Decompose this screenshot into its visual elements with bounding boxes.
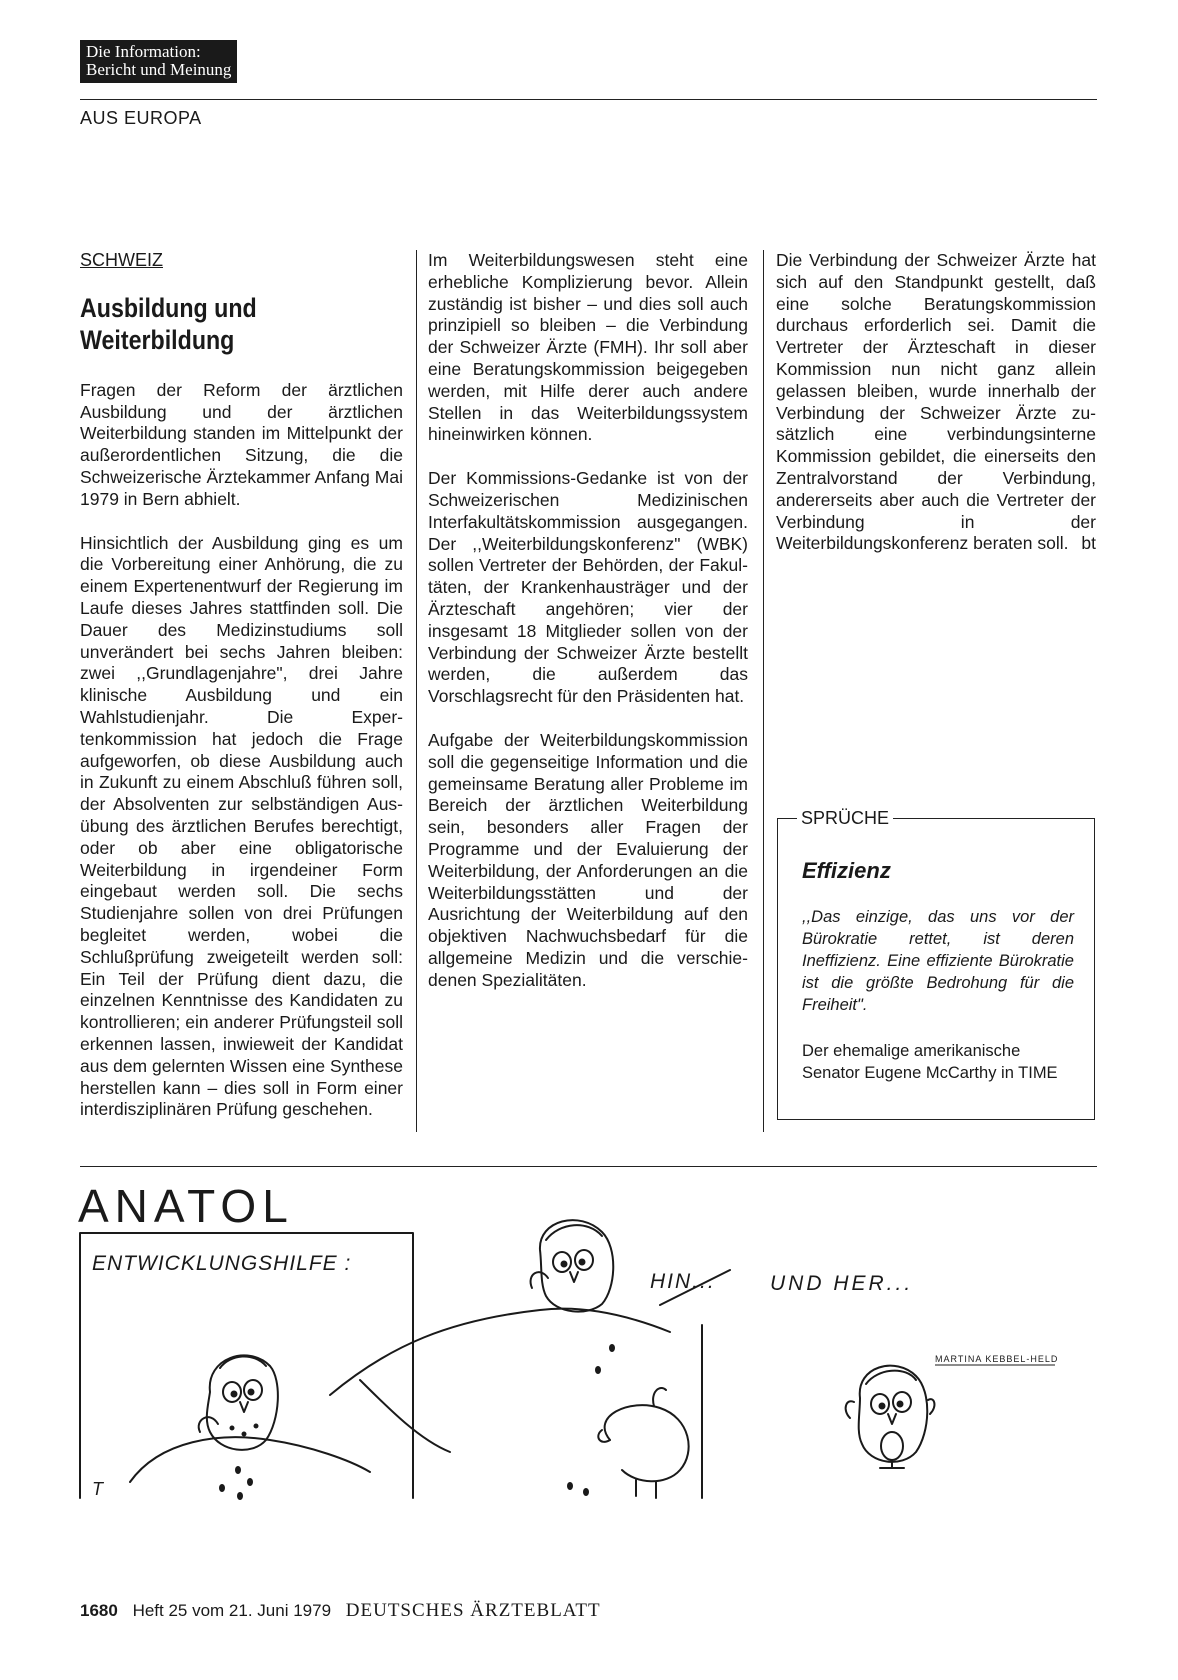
section-label [80, 40, 237, 83]
panel-3-caption: UND HER... [770, 1272, 914, 1295]
owl-figure-3 [846, 1366, 935, 1468]
comic-panel-1 [80, 1233, 413, 1500]
article-paragraph-6 [776, 250, 1096, 555]
article-column-1 [80, 250, 403, 1143]
comic-panel-3 [702, 1272, 934, 1498]
comic-title: ANATOL [78, 1180, 294, 1232]
quote-source: Der ehemalige amerikanische Senator Eugene McCarthy in TIME [802, 1042, 1058, 1082]
article-headline-line1: Ausbildung und [80, 292, 257, 323]
artist-initials: T [92, 1479, 103, 1499]
panel-2-caption: HIN... [650, 1270, 716, 1293]
article-headline [80, 292, 358, 356]
section-label-line1: Die Information: [86, 42, 201, 61]
article-paragraph-1: Fragen der Reform der ärztlichen Ausbildung und der ärztlichen Weiterbildung standen im Mittelpunkt der außerordentlichen Sitzung, die die Schweizerische Ärztekammer Anfang Mai 1979 in Bern abhielt. [80, 379, 403, 509]
article-column-2 [428, 250, 748, 1014]
chicken-figure [598, 1388, 688, 1498]
section-title: AUS EUROPA [80, 108, 202, 128]
header-rule [80, 99, 1097, 100]
column-divider-1 [416, 250, 417, 1132]
article-paragraph-4: Der Kommissions-Gedanke ist von der Schweizerischen Medizinischen Interfakultätskommission ausgegangen. Der ,,Weiterbildungskonferenz" (WBK) sollen Vertreter der Behörden, der Fakultäten, der Krankenhausträger und der Ärzteschaft angehören; vier der insgesamt 18 Mitglieder sollen von der Verbindung der Schweizer Ärzte bestellt werden, die außerdem das Vorschlagsrecht für den Präsidenten hat. [428, 468, 748, 707]
article-paragraph-3: Im Weiterbildungswesen steht eine erhebliche Komplizierung bevor. Allein zuständig ist bisher – und dies soll auch prinzipiell so bleiben – die Verbindung der Schweizer Ärzte (FMH). Ihr soll aber eine Beratungskommission beigegeben werden, mit Hilfe derer auch andere Stellen in das Weiterbildungssystem hineinwirken können. [428, 250, 748, 445]
comic-panel-2 [330, 1220, 730, 1498]
journal-name: DEUTSCHES ÄRZTEBLATT [345, 1600, 601, 1621]
owl-figure-1 [199, 1355, 278, 1449]
comic-rule [80, 1166, 1097, 1167]
page-number: 1680 [80, 1601, 118, 1620]
column-divider-2 [763, 250, 764, 1132]
article-paragraph-2: Hinsichtlich der Ausbildung ging es um die Vorbereitung einer Anhörung, die zu einem Expertenentwurf der Regierung im Laufe dieses Jahres stattfinden soll. Die Dauer des Medizinstudiums soll unverändert bei sechs Jahren bleiben: zwei ,,Grundlagenjahre", drei Jahre klinische Ausbildung und ein Wahlstudienjahr. Die Expertenkommission hat jedoch die Frage aufgeworfen, ob diese Ausbildung auch in Zukunft zu einem Abschluß führen soll, der Absolventen zur selbständigen Ausübung des ärztlichen Berufes berechtigt, oder ob aber eine obligatorische Weiterbildung in irgendeiner Form eingebaut werden soll. Die sechs Studienjahre sollen von drei Prüfungen begleitet werden, wobei die Schlußprüfung zweigeteilt werden soll: Ein Teil der Prüfung dient dazu, die einzelnen Kenntnisse des Kandidaten zu kontrollieren; ein anderer Prüfungsteil soll erkennen lassen, inwieweit der Kandidat aus dem gelernten Wissen eine Synthese herstellen kann – dies soll in Form einer interdisziplinären Prüfung geschehen. [80, 532, 403, 1120]
quote-title: Effizienz [802, 858, 891, 883]
owl-figure-2 [531, 1220, 614, 1311]
artist-name: MARTINA KEBBEL-HELD [935, 1354, 1059, 1364]
seeds-2 [567, 1344, 615, 1496]
section-label-line2: Bericht und Meinung [86, 60, 232, 79]
artist-credit [935, 1350, 1075, 1368]
branch-1 [130, 1437, 370, 1482]
branch-2 [330, 1309, 670, 1395]
article-column-3 [776, 250, 1096, 577]
article-signature: bt [1081, 533, 1096, 554]
quote-text: ,,Das einzige, das uns vor der Bürokratie rettet, ist deren Ineffizienz. Eine effiziente Bürokratie ist die größte Bedrohung für die Freiheit". [802, 908, 1074, 1014]
page-footer [80, 1600, 601, 1622]
issue-info: Heft 25 vom 21. Juni 1979 [132, 1601, 332, 1620]
seeds-1 [219, 1466, 253, 1500]
article-headline-line2: Weiterbildung [80, 324, 235, 355]
quote-tag: SPRÜCHE [797, 808, 893, 829]
article-paragraph-5: Aufgabe der Weiterbildungskommission soll die gegenseitige Information und die gemeinsame Beratung aller Probleme im Bereich der ärztlichen Weiterbildung sein, besonders aller Fragen der Programme und der Evaluierung der Weiterbildung, der Anforderungen an die Weiterbildungsstätten und der Ausrichtung der Weiterbildung auf den objektiven Nachwuchsbedarf für die allgemeine Medizin und die verschiedenen Spezialitäten. [428, 729, 748, 990]
article-country: SCHWEIZ [80, 250, 163, 270]
article-paragraph-6-text: Die Verbindung der Schweizer Ärzte hat sich auf den Standpunkt gestellt, daß eine solche Beratungskommission durchaus erforderlich sei. Damit die Vertreter der Ärzteschaft in dieser Kommission nun nicht ganz allein gelassen bleiben, wurde innerhalb der Verbindung der Schweizer Ärzte zusätzlich eine verbindungsinterne Kommission gebildet, die einerseits den Zentralvorstand der Verbindung, andererseits aber auch die Vertreter der Verbindung in der Weiterbildungskonferenz beraten soll. [776, 250, 1096, 554]
panel-1-caption: ENTWICKLUNGSHILFE : [92, 1252, 352, 1275]
